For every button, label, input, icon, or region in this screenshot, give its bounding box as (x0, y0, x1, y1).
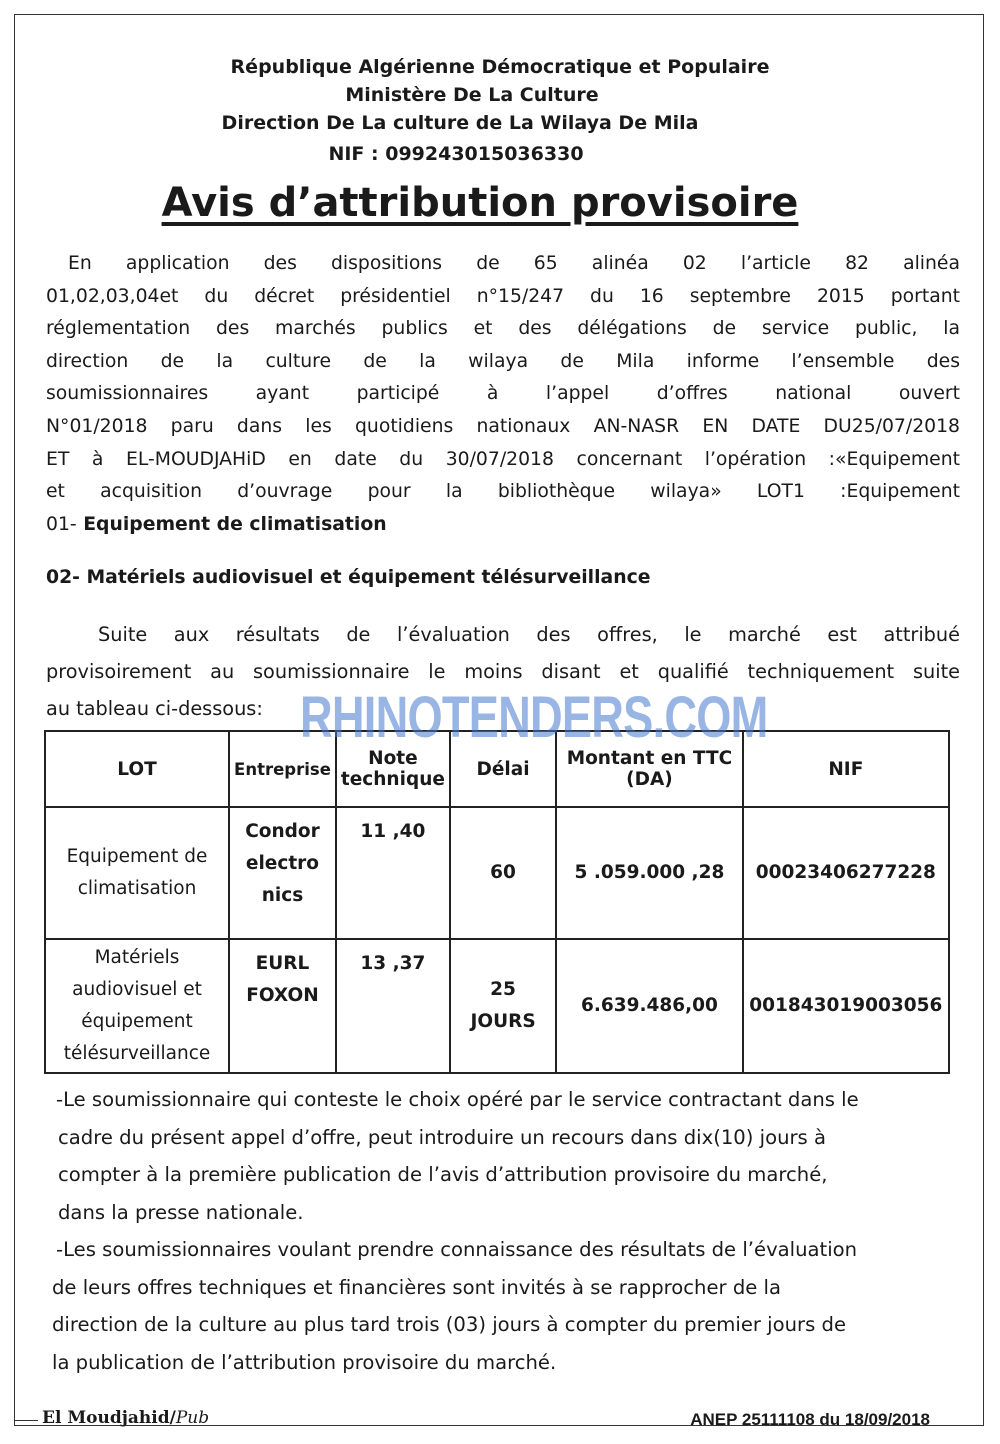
table-row (45, 939, 949, 1073)
col-header-montant: Montant en TTC (DA) (556, 731, 742, 807)
cell-nif: 00023406277228 (743, 807, 949, 939)
intro-line: 01,02,03,04et du décret présidentiel n°15/247 du 16 septembre 2015 portant (46, 285, 960, 307)
intro-line: réglementation des marchés publics et des délégations de service public, la (46, 318, 960, 340)
cell-delai: 25 JOURS (450, 939, 556, 1073)
intro-paragraph (46, 248, 960, 541)
header-nif: NIF : 099243015036330 (328, 143, 584, 165)
cell-delai: 60 (450, 807, 556, 939)
intro-line: ET à EL-MOUDJAHiD en date du 30/07/2018 concernant l’opération :«Equipement (46, 448, 960, 470)
intro-line: soumissionnaires ayant participé à l’appel d’offres national ouvert (46, 383, 960, 405)
lot-item-1-number: 01- (46, 513, 77, 535)
note-line: la publication de l’attribution provisoire du marché. (52, 1350, 557, 1374)
footer-source-pub: Pub (175, 1408, 210, 1428)
cell-montant: 6.639.486,00 (556, 939, 742, 1073)
award-table (44, 730, 950, 1074)
intro-line: et acquisition d’ouvrage pour la bibliothèque wilaya» LOT1 :Equipement (46, 481, 960, 503)
footer-anep: ANEP 25111108 du 18/09/2018 (690, 1410, 930, 1429)
note-line: compter à la première publication de l’avis d’attribution provisoire du marché, (58, 1163, 828, 1186)
col-header-nif: NIF (743, 731, 949, 807)
intro-line: N°01/2018 paru dans les quotidiens nationaux AN-NASR EN DATE DU25/07/2018 (46, 415, 960, 437)
header-republic: République Algérienne Démocratique et Populaire (230, 56, 770, 78)
note-line: -Le soumissionnaire qui conteste le choix opéré par le service contractant dans le (56, 1088, 859, 1111)
watermark: RHINOTENDERS.COM (300, 685, 768, 750)
note-line: direction de la culture au plus tard trois (03) jours à compter du premier jours de (52, 1313, 847, 1336)
col-header-lot: LOT (45, 731, 229, 807)
lot-item-1-text: Equipement de climatisation (76, 513, 387, 535)
lot-item-2: 02- Matériels audiovisuel et équipement télésurveillance (46, 567, 651, 588)
cell-montant: 5 .059.000 ,28 (556, 807, 742, 939)
note-line: -Les soumissionnaires voulant prendre connaissance des résultats de l’évaluation (56, 1238, 858, 1261)
notes-block (52, 1081, 952, 1381)
note-line: dans la presse nationale. (58, 1200, 304, 1224)
cell-lot: Equipement de climatisation (45, 807, 229, 939)
lot-item-1 (46, 509, 960, 542)
col-header-delai: Délai (450, 731, 556, 807)
footer-rule (14, 1420, 38, 1421)
result-line: au tableau ci-dessous: (46, 697, 263, 720)
footer-source-name: El Moudjahid/ (42, 1408, 176, 1428)
cell-note: 11 ,40 (336, 807, 450, 939)
header-ministry: Ministère De La Culture (345, 84, 599, 106)
cell-lot: Matériels audiovisuel et équipement télésurveillance (45, 939, 229, 1073)
footer-source (42, 1408, 209, 1428)
result-line: Suite aux résultats de l’évaluation des offres, le marché est attribué (98, 623, 960, 646)
header-direction: Direction De La culture de La Wilaya De Mila (221, 112, 699, 134)
col-header-note: Note technique (336, 731, 450, 807)
cell-entreprise: EURL FOXON (229, 939, 336, 1073)
cell-nif: 001843019003056 (743, 939, 949, 1073)
note-line: cadre du présent appel d’offre, peut introduire un recours dans dix(10) jours à (58, 1125, 826, 1149)
intro-line: direction de la culture de la wilaya de Mila informe l’ensemble des (46, 350, 960, 372)
col-header-entreprise: Entreprise (229, 731, 336, 807)
cell-entreprise: Condor electro nics (229, 807, 336, 939)
notice-title: Avis d’attribution provisoire (161, 180, 799, 226)
note-line: de leurs offres techniques et financières sont invités à se rapprocher de la (52, 1275, 781, 1299)
table-row (45, 807, 949, 939)
result-line: provisoirement au soumissionnaire le moins disant et qualifié techniquement suite (46, 660, 960, 683)
intro-line: En application des dispositions de 65 alinéa 02 l’article 82 alinéa (68, 253, 960, 274)
cell-note: 13 ,37 (336, 939, 450, 1073)
